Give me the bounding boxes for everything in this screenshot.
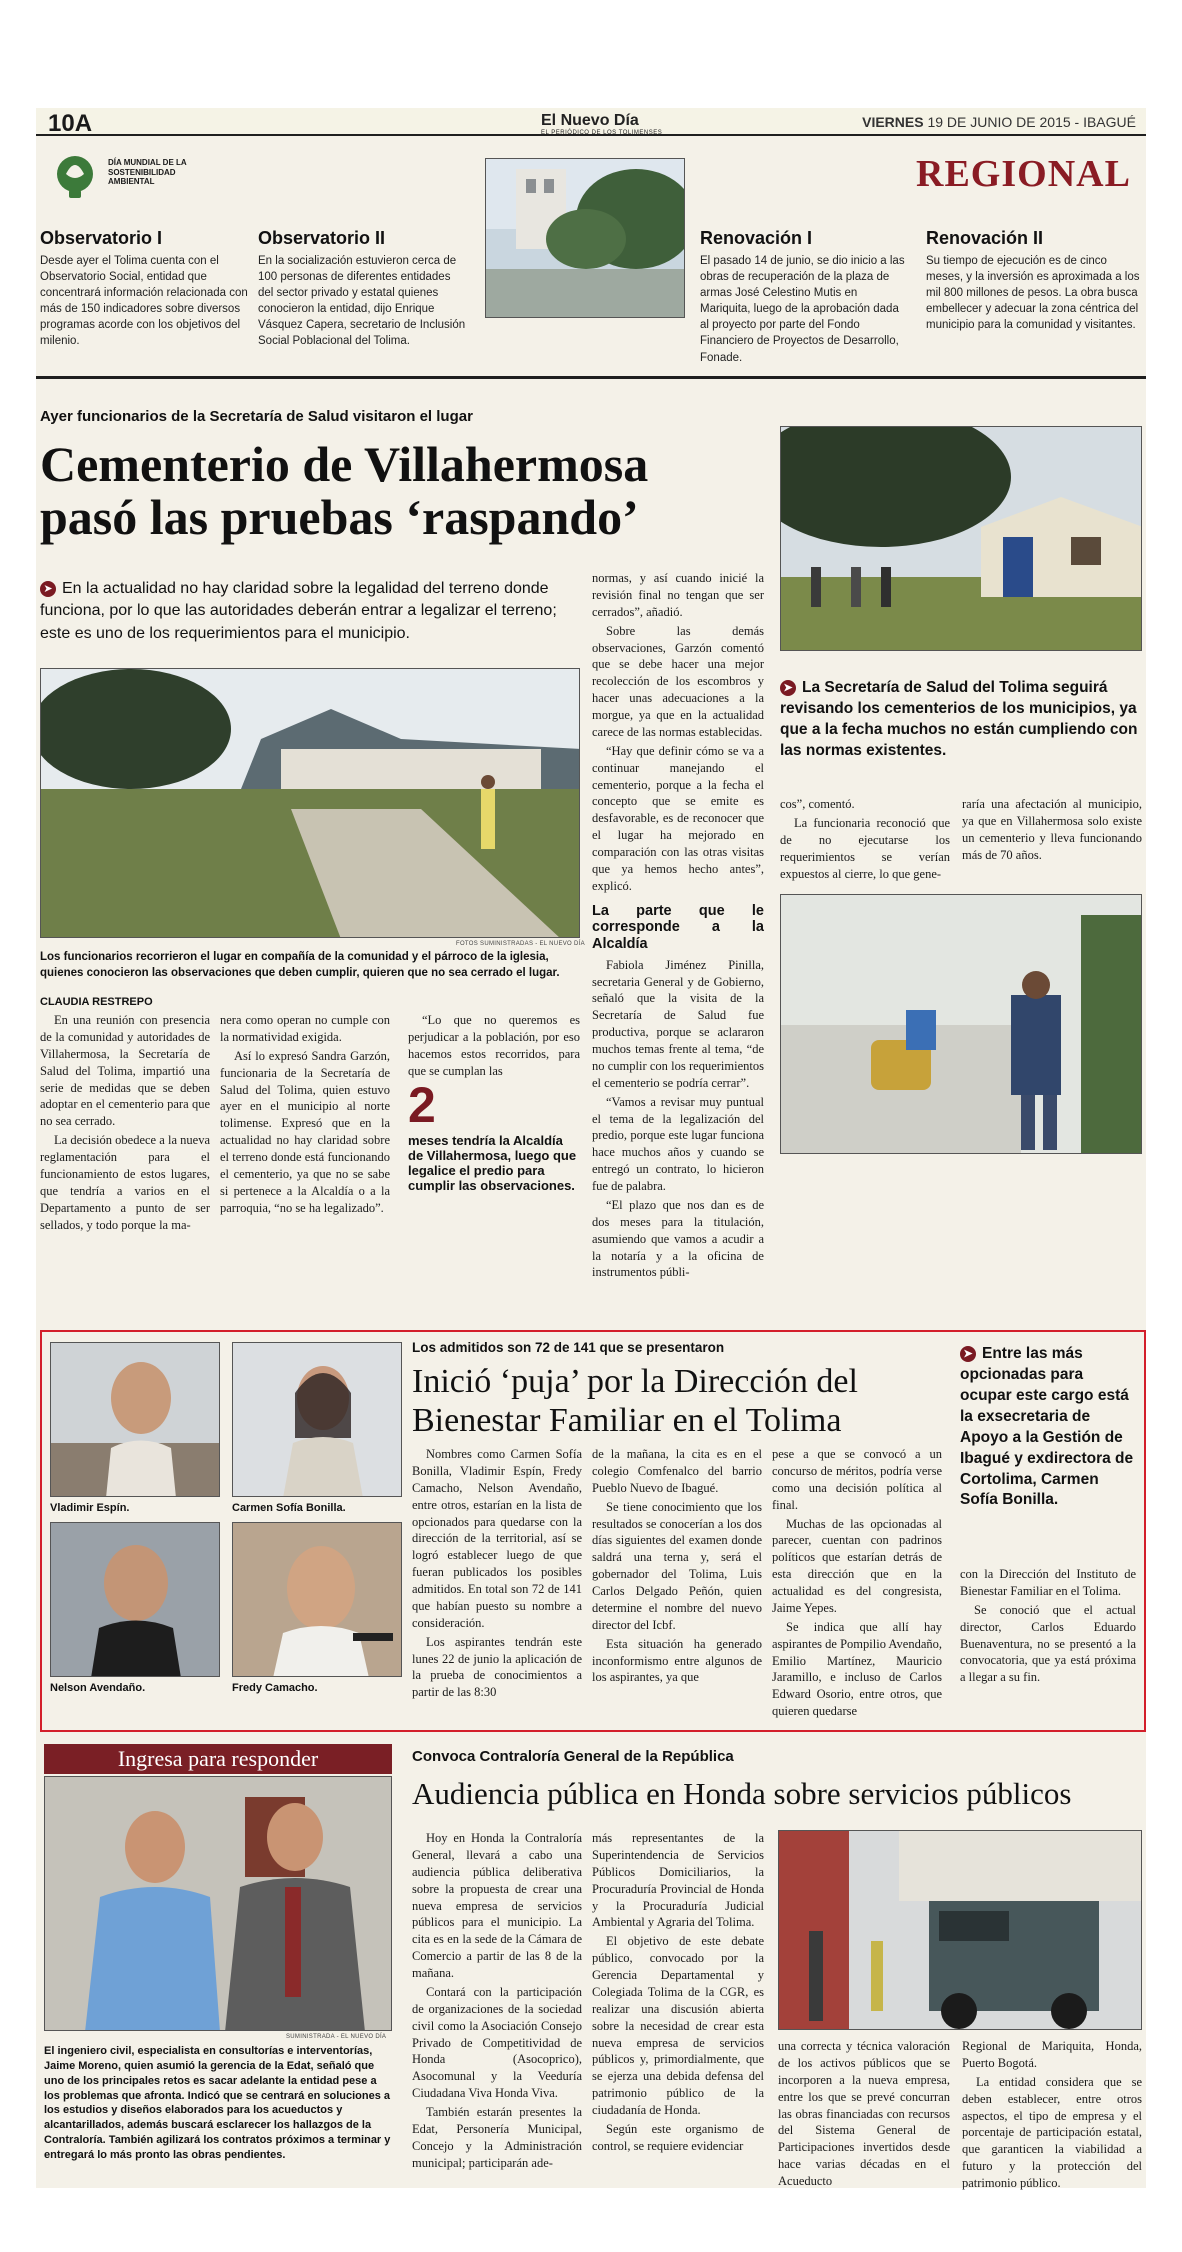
cemetery-photo [40, 668, 580, 938]
brief-observatorio-2 [258, 228, 468, 350]
story2-kicker: Los admitidos son 72 de 141 que se presentaron [412, 1340, 725, 1355]
brief-title: Renovación I [700, 228, 813, 248]
brief-text: Su tiempo de ejecución es de cinco meses, y la inversión es aproximada a los mil 800 millones de pesos. La obra busca embellecer y adecuar la zona céntrica del municipio para la comunidad y visitantes. [926, 255, 1140, 332]
story1-column-4 [592, 570, 764, 1283]
name-caption: Nelson Avendaño. [50, 1682, 146, 1694]
masthead-name: El Nuevo Día [541, 112, 639, 129]
story3-photo-credit: SUMINISTRADA - EL NUEVO DÍA [286, 2034, 387, 2040]
handshake-photo [44, 1776, 392, 2031]
paragraph: “Hay que definir cómo se va a continuar manejando el cementerio, porque a la fecha el concepto que se emite es desfavorable, es de reconocer que el lugar ha mejorado en comparación con las otras visitas que ya hemos hecho antes”, explicó. [592, 743, 764, 893]
paragraph: La decisión obedece a la nueva reglamentación para el funcionamiento de estos lugares, que tendría a varios en el Departamento a punto de ser sellados, y todo porque la ma- [40, 1133, 210, 1232]
story3-banner: Ingresa para responder [44, 1744, 392, 1774]
story3-column-2 [592, 1830, 764, 2157]
masthead-slogan: EL PERIÓDICO DE LOS TOLIMENSES [541, 130, 663, 136]
story1-kicker: Ayer funcionarios de la Secretaría de Salud visitaron el lugar [40, 408, 473, 425]
paragraph: Regional de Mariquita, Honda, Puerto Bogotá. [962, 2039, 1142, 2070]
page-number: 10A [48, 110, 93, 137]
paragraph: Se conoció que el actual director, Carlos Eduardo Buenaventura, no se presentó a la convocatoria, que ya está próxima a llegar a su fin. [960, 1602, 1136, 1685]
story3-headline: Audiencia pública en Honda sobre servicios públicos [412, 1776, 1072, 1811]
page-header-bar [36, 108, 1146, 136]
name-caption: Vladimir Espín. [50, 1502, 130, 1514]
story1-column-1 [40, 1012, 210, 1235]
arrow-bullet-icon: ➤ [40, 581, 56, 597]
story2-headline-line1: Inició ‘puja’ por la Dirección del [412, 1363, 858, 1400]
story1-photo-credit: FOTOS SUMINISTRADAS - EL NUEVO DÍA [456, 941, 585, 947]
story1-pull-quote-text: La Secretaría de Salud del Tolima seguirá revisando los cementerios de los municipios, ya que a la fecha muchos no están cumpliendo con las normas existentes. [780, 679, 1138, 759]
paragraph: normas, y así cuando inicié la revisión final no tengan que ser cerrados”, añadió. [592, 571, 764, 619]
paragraph: Esta situación ha generado inconformismo entre algunos de los aspirantes, ya que [592, 1636, 762, 1685]
story1-headline [40, 438, 800, 543]
portrait-carmen-sofia-bonilla [232, 1342, 402, 1497]
paragraph: Así lo expresó Sandra Garzón, funcionaria de la Secretaría de Salud del Tolima, quien estuvo ayer en el municipio al norte tolimense. Expresó que en la actualidad no hay claridad sobre el terreno donde está funcionando el cementerio, ya que no se sabe si pertenece a la Alcaldía o a la parroquia, “no se ha legalizado”. [220, 1048, 390, 1215]
story3-column-3 [778, 2038, 950, 2192]
plaza-photo [485, 158, 685, 318]
masthead [541, 112, 662, 136]
paragraph: Sobre las demás observaciones, Garzón comentó que se debe hacer una mejor recolección de los escombros y hacer unas adecuaciones a la morgue, ya que en la actualidad carece de las normas establecidas. [592, 623, 764, 739]
lightbulb-leaf-icon [50, 152, 100, 202]
paragraph: También estarán presentes la Edat, Personería Municipal, Concejo y la Administración municipal; participarán ade- [412, 2105, 582, 2170]
dateline-day: VIERNES [862, 114, 924, 130]
paragraph: Según este organismo de control, se requiere evidenciar [592, 2121, 764, 2153]
brief-text: Desde ayer el Tolima cuenta con el Observatorio Social, entidad que concentrará información relacionada con más de 150 indicadores sobre diversos programas acorde con los objetivos del milenio. [40, 255, 248, 348]
paragraph: pese a que se convocó a un concurso de méritos, podría verse como una decisión política al final. [772, 1447, 942, 1512]
dateline [862, 114, 1136, 130]
brief-text: El pasado 14 de junio, se dio inicio a las obras de recuperación de la plaza de armas José Celestino Mutis en Mariquita, luego de la aprobación dada al proyecto por parte del Fondo Financiero de Proyectos de Desarrollo, Fonade. [700, 255, 905, 364]
paragraph: Los aspirantes tendrán este lunes 22 de junio la aplicación de la prueba de conocimientos a partir de las 8:30 [412, 1634, 582, 1700]
newspaper-page [36, 108, 1146, 2188]
honda-street-photo [778, 1830, 1142, 2030]
story3-kicker: Convoca Contraloría General de la República [412, 1748, 734, 1765]
story1-column-2 [220, 1012, 390, 1219]
story2-headline [412, 1362, 972, 1440]
story2-column-4 [960, 1566, 1136, 1688]
morgue-photo [780, 894, 1142, 1154]
story3-photo-caption: El ingeniero civil, especialista en consultorías e interventorías, Jaime Moreno, quien asumió la gerencia de la Edat, señaló que uno de los principales retos es sacar adelante la entidad pese a los problemas que afronta. Indicó que se centrará en soluciones a los estudios y diseños elaborados para los acueductos y alcantarillados, además buscará esclarecer los hallazgos de la Contraloría. También agilizará los contratos próximos a terminar y entregará lo más pronto las obras pendientes. [44, 2045, 391, 2161]
name-caption: Carmen Sofía Bonilla. [232, 1502, 346, 1514]
paragraph: de la mañana, la cita es en el colegio Comfenalco del barrio Pueblo Nuevo de Ibagué. [592, 1447, 762, 1495]
story2-pull-quote [960, 1344, 1136, 1511]
story2-pull-quote-text: Entre las más opcionadas para ocupar este cargo está la exsecretaria de Apoyo a la Gestión de Ibagué y exdirectora de Cortolima, Carmen Sofía Bonilla. [960, 1345, 1134, 1509]
paragraph: “Vamos a revisar muy puntual el tema de la legalización del predio, porque este lugar funciona hace muchos años y cuando se entregó un contrato, lo hicieron fue de palabra. [592, 1094, 764, 1194]
paragraph: “El plazo que nos dan es de dos meses para la titulación, asumiendo que vamos a acudir a la notaría y a la oficina de instrumentos públi- [592, 1197, 764, 1280]
story1-pull-quote [780, 678, 1142, 762]
brief-title: Observatorio I [40, 228, 163, 248]
paragraph: “Lo que no queremos es perjudicar a la población, por eso hacemos estos recorridos, para que se cumplan las [408, 1013, 580, 1078]
story1-column-5 [780, 796, 950, 884]
story1-headline-line1: Cementerio de Villahermosa [40, 436, 649, 492]
story2-column-1 [412, 1446, 582, 1703]
brief-observatorio-1 [40, 228, 250, 350]
paragraph: nera como operan no cumple con la normatividad exigida. [220, 1013, 390, 1044]
story1-byline: CLAUDIA RESTREPO [40, 996, 153, 1008]
portrait-vladimir-espin [50, 1342, 220, 1497]
sustainability-logo [50, 152, 210, 208]
brief-text: En la socialización estuvieron cerca de 100 personas de diferentes entidades del sector privado y estatal quienes conocieron la entidad, dijo Enrique Vásquez Capera, secretario de Inclusión Social Poblacional del Tolima. [258, 255, 466, 348]
section-title: REGIONAL [916, 153, 1131, 195]
stat-number: 2 [408, 1077, 436, 1133]
story3-column-1 [412, 1830, 582, 2174]
paragraph: Se indica que allí hay aspirantes de Pompilio Avendaño, Emilio Martínez, Mauricio Jaramillo, e incluso de Carlos Edward Osorio, entre otros, que quieren quedarse [772, 1619, 942, 1719]
story2-column-3 [772, 1446, 942, 1722]
portrait-nelson-avendano [50, 1522, 220, 1677]
arrow-bullet-icon: ➤ [780, 680, 796, 696]
paragraph: cos”, comentó. [780, 797, 855, 811]
brief-title: Observatorio II [258, 228, 386, 248]
chapel-photo [780, 426, 1142, 651]
story1-headline-line2: pasó las pruebas ‘raspando’ [40, 488, 639, 545]
paragraph: una correcta y técnica valoración de los activos públicos que se incorporen a la nueva empresa, entre los que se prevé concurran las obras financiadas con recursos del Sistema General de Participaciones invertidos desde hace varias décadas en el Acueducto [778, 2039, 950, 2188]
brief-renovacion-2 [926, 228, 1141, 333]
logo-text: DÍA MUNDIAL DE LA SOSTENIBILIDAD AMBIENTAL [108, 158, 187, 187]
stat-text: meses tendría la Alcaldía de Villahermosa, luego que legalice el predio para cumplir las observaciones. [408, 1133, 577, 1193]
paragraph: Hoy en Honda la Contraloría General, llevará a cabo una audiencia pública deliberativa sobre la propuesta de crear una nueva empresa de servicios públicos para el municipio. La cita es en la sede de la Cámara de Comercio a partir de las 8 de la mañana. [412, 1831, 582, 1980]
story1-photo-caption: Los funcionarios recorrieron el lugar en compañía de la comunidad y el párroco de la iglesia, quienes conocieron las observaciones que deben cumplir, quieren que no sea cerrado el lugar. [40, 951, 560, 979]
story1-lead [40, 578, 580, 645]
paragraph: Se tiene conocimiento que los resultados se conocerían a los dos días siguientes del examen donde saldrá una terna y, será el gobernador del Tolima, Luis Carlos Delgado Peñón, quien determine el nombre del nuevo director del Icbf. [592, 1499, 762, 1632]
dateline-date: 19 DE JUNIO DE 2015 - IBAGUÉ [927, 114, 1136, 130]
story2-column-2 [592, 1446, 762, 1688]
story1-lead-text: En la actualidad no hay claridad sobre la legalidad del terreno donde funciona, por lo que las autoridades deberán entrar a legalizar el terreno; este es uno de los requerimientos para el municipio. [40, 580, 557, 642]
paragraph: En una reunión con presencia de la comunidad y autoridades de Villahermosa, la Secretaría de Salud del Tolima, impartió una serie de medidas que se deben adoptar en el cementerio para que no sea cerrado. [40, 1013, 210, 1129]
story1-column-3 [408, 1012, 580, 1082]
story1-stat-box [408, 1077, 580, 1194]
story3-column-4 [962, 2038, 1142, 2194]
story1-subhead: La parte que le corresponde a la Alcaldía [592, 902, 764, 952]
paragraph: Fabiola Jiménez Pinilla, secretaria General y de Gobierno, señaló que la visita de la Secretaría de Salud fue productiva, porque se aclararon muchos temas frente al tema, “de no cumplir con los requerimientos el cementerio se podría cerrar”. [592, 957, 764, 1090]
paragraph: La entidad considera que se deben establecer, entre otros aspectos, el tipo de empresa y el porcentaje de participación estatal, que garanticen la viabilidad a futuro y la protección del patrimonio público. [962, 2074, 1142, 2190]
arrow-bullet-icon: ➤ [960, 1346, 976, 1362]
paragraph: más representantes de la Superintendencia de Servicios Públicos Domiciliarios, la Procuraduría Provincial de Honda y la Procuraduría Judicial Ambiental y Agraria del Tolima. [592, 1831, 764, 1930]
paragraph: Nombres como Carmen Sofía Bonilla, Vladimir Espín, Fredy Camacho, Nelson Avendaño, entre otros, estarían en la lista de opcionados para quedarse con la dirección de la territorial, así se logró establecer luego de que fueran publicados los posibles admitidos. En total son 72 de 141 que habían puesto su nombre a consideración. [412, 1447, 582, 1630]
section-divider [36, 376, 1146, 379]
paragraph: El objetivo de este debate público, convocado por la Gerencia Departamental y Colegiada Tolima de la CGR, es realizar una discusión abierta sobre la necesidad de crear esta nueva empresa de servicios públicos y, primordialmente, que se ejerza una debida defensa del patrimonio público de la ciudadanía de Honda. [592, 1934, 764, 2117]
paragraph: Contará con la participación de organizaciones de la sociedad civil como la Asociación Consejo Privado de Competitividad de Honda (Asocoprico), Asocomunal y la Veeduría Ciudadana Viva Honda Viva. [412, 1984, 582, 2101]
paragraph: con la Dirección del Instituto de Bienestar Familiar en el Tolima. [960, 1567, 1136, 1598]
name-caption: Fredy Camacho. [232, 1682, 318, 1694]
paragraph: Muchas de las opcionadas al parecer, cuentan con padrinos políticos que estarían detrás de esta dirección que en la actualidad es del congresista, Jaime Yepes. [772, 1516, 942, 1615]
paragraph: raría una afectación al municipio, ya que en Villahermosa solo existe un cementerio y lleva funcionando más de 70 años. [962, 797, 1142, 862]
story1-column-6 [962, 796, 1142, 866]
brief-title: Renovación II [926, 228, 1044, 248]
portrait-fredy-camacho [232, 1522, 402, 1677]
brief-renovacion-1 [700, 228, 905, 366]
story2-headline-line2: Bienestar Familiar en el Tolima [412, 1402, 842, 1440]
paragraph: La funcionaria reconoció que de no ejecutarse los requerimientos se verían expuestos al cierre, lo que gene- [780, 815, 950, 881]
